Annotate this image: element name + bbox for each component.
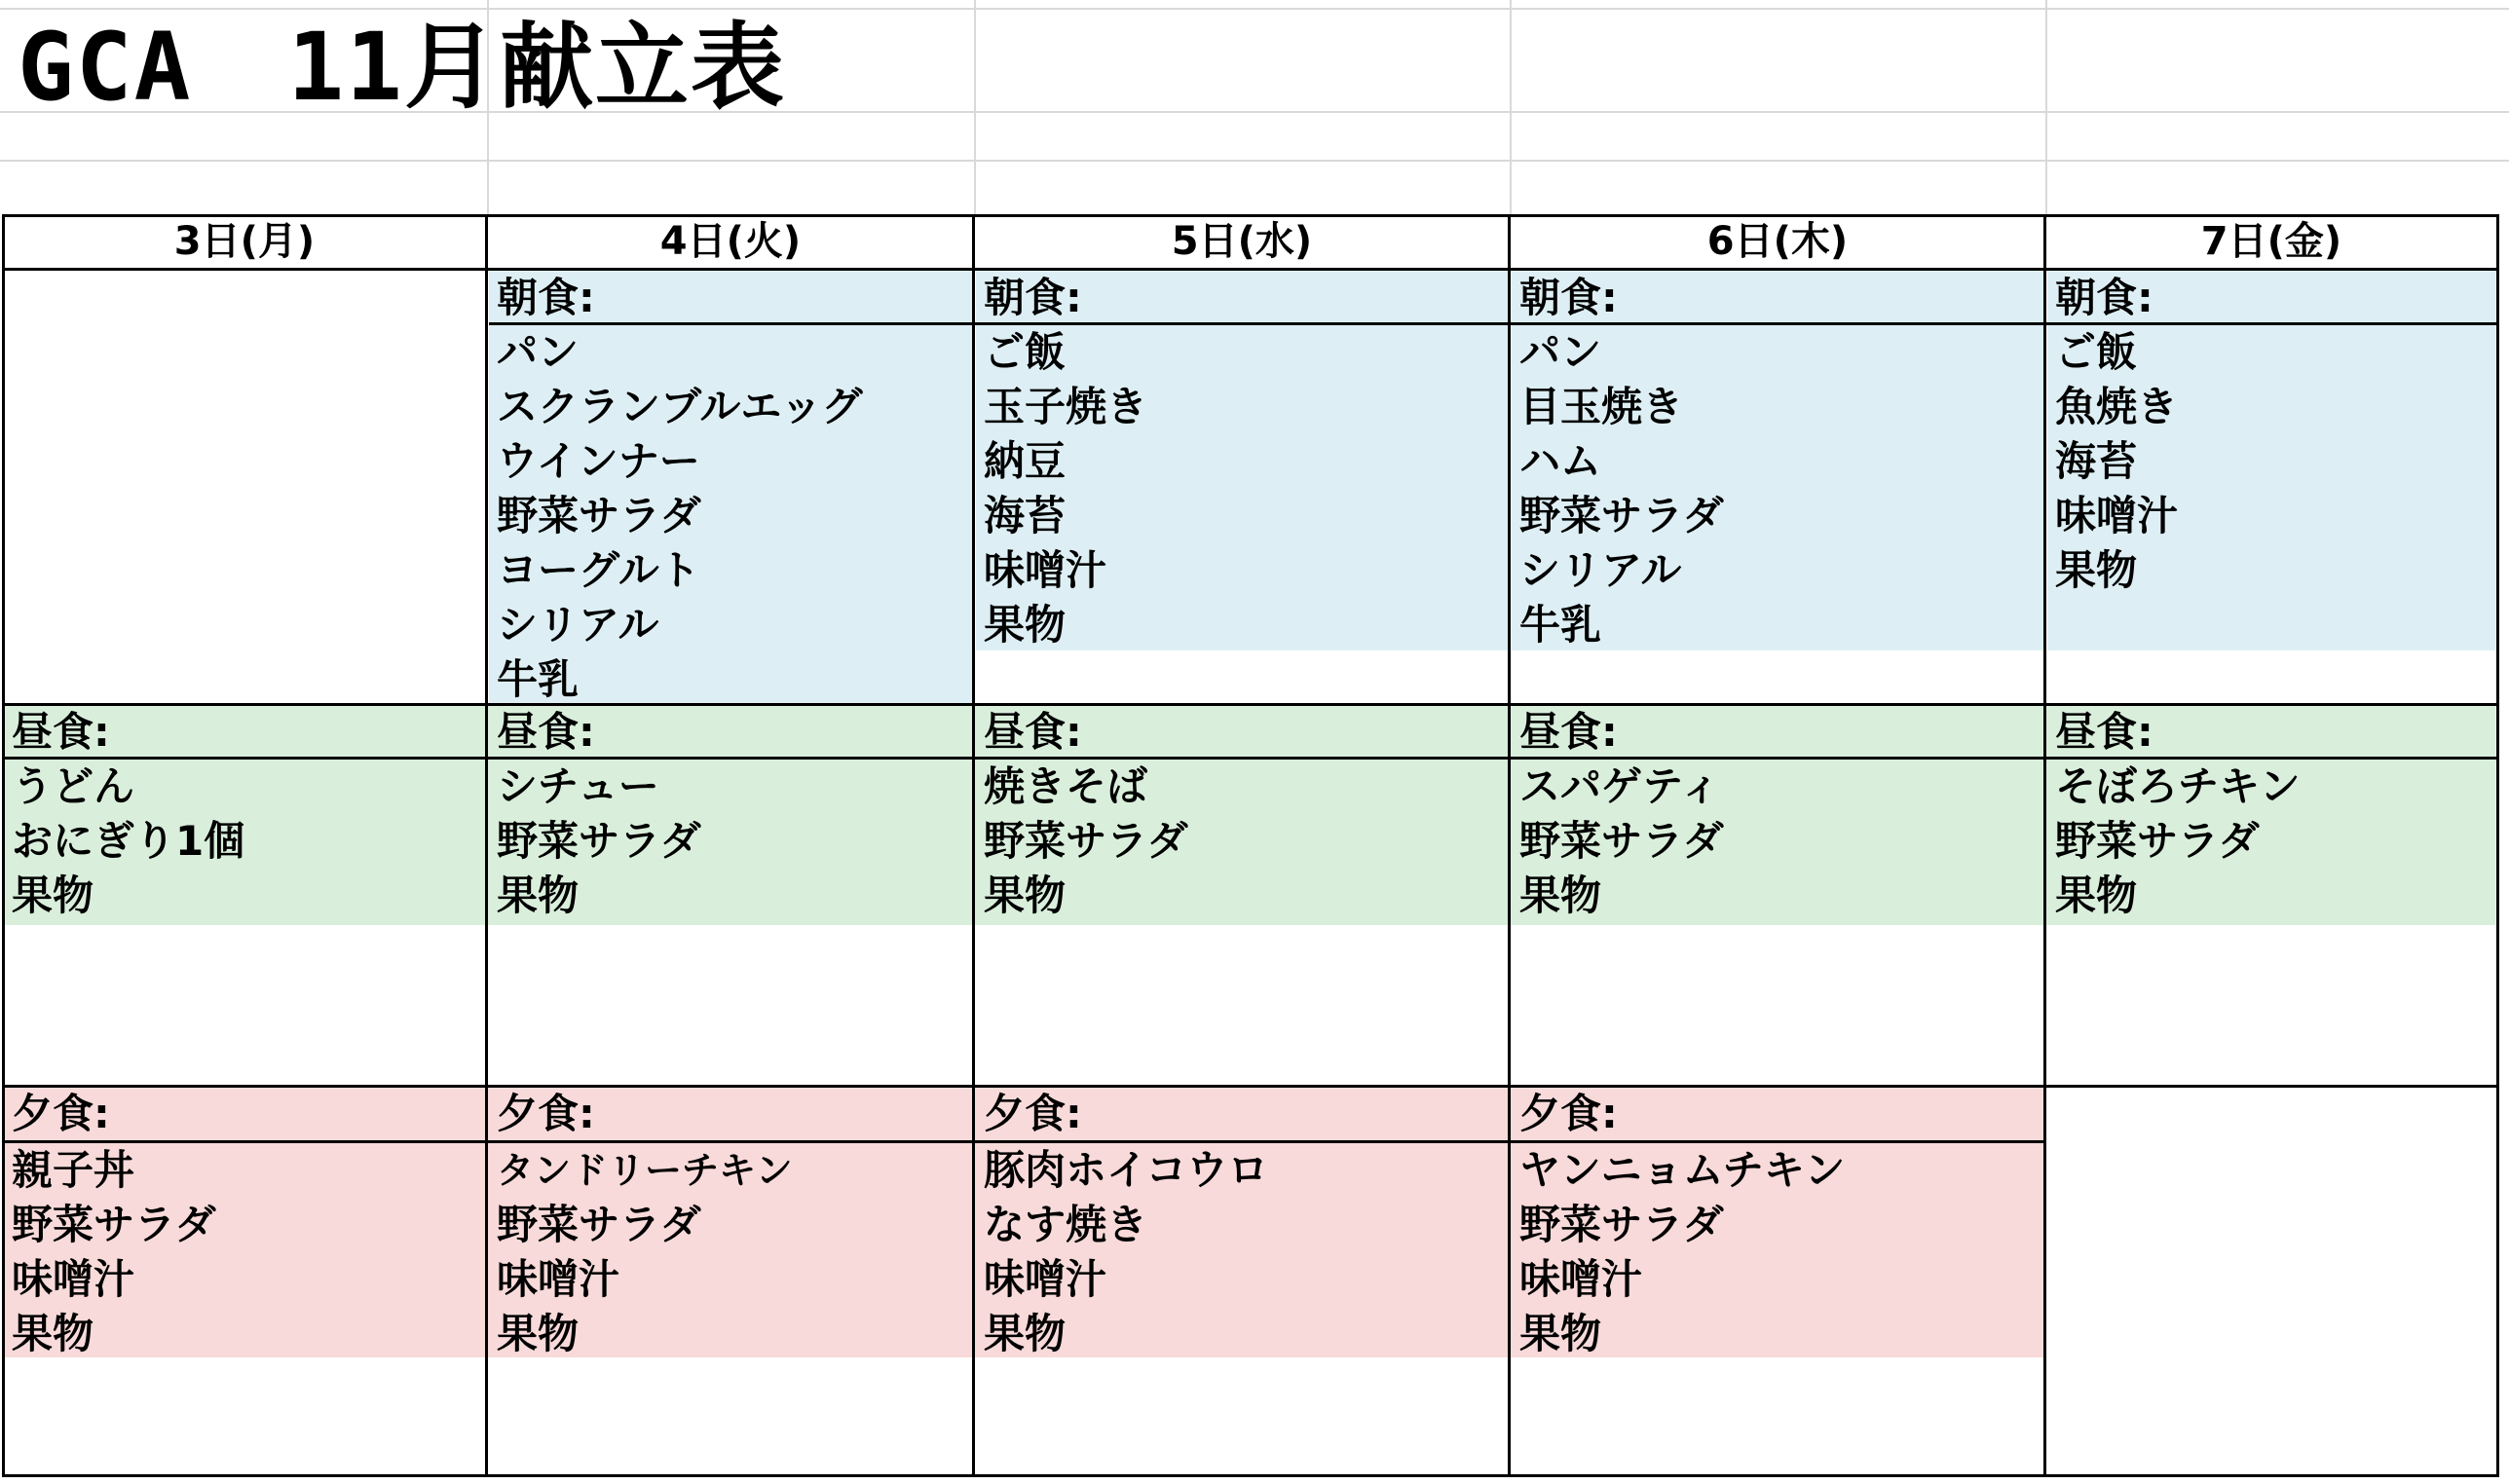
menu-item: 野菜サラダ [984, 817, 1188, 865]
lunch-list-thu [1512, 760, 1724, 923]
menu-item: そぼろチキン [2055, 762, 2301, 810]
menu-item: 海苔 [984, 492, 1067, 539]
menu-item: スクランブルエッグ [497, 383, 863, 430]
breakfast-list-thu [1512, 325, 1724, 652]
dinner-label: 夕食: [1519, 1090, 1618, 1137]
menu-item: ハム [1519, 437, 1602, 485]
dinner-list-thu [1512, 1143, 1845, 1361]
menu-item: 果物 [497, 872, 580, 919]
dinner-list-tue [489, 1143, 793, 1361]
dinner-list-wed [976, 1143, 1268, 1361]
menu-item: 果物 [12, 1310, 94, 1357]
menu-item: シリアル [497, 601, 659, 649]
menu-item: ご飯 [984, 328, 1067, 376]
menu-item: 魚焼き [2055, 383, 2179, 430]
menu-item: シチュー [497, 762, 659, 810]
menu-item: 野菜サラダ [497, 817, 701, 865]
menu-item: 豚肉ホイコウロ [984, 1146, 1269, 1194]
menu-item: ヨーグルト [497, 546, 700, 594]
menu-item: 野菜サラダ [1519, 817, 1724, 865]
day-header-wed: 5日(水) [1171, 219, 1313, 264]
lunch-label: 昼食: [984, 708, 1082, 756]
lunch-label: 昼食: [497, 708, 595, 756]
day-header-thu: 6日(木) [1706, 219, 1849, 264]
menu-item: 野菜サラダ [497, 1201, 701, 1248]
lunch-label: 昼食: [1519, 708, 1618, 756]
menu-item: 野菜サラダ [1519, 1201, 1724, 1248]
gridline [2045, 0, 2047, 216]
menu-item: 果物 [2055, 872, 2138, 919]
breakfast-label: 朝食: [984, 274, 1082, 321]
day-header-tue: 4日(火) [659, 219, 802, 264]
menu-item: パン [497, 328, 580, 376]
menu-item: なす焼き [984, 1201, 1148, 1248]
gridline [1510, 0, 1512, 216]
lunch-list-fri [2047, 760, 2301, 923]
menu-item: うどん [12, 762, 135, 810]
gridline [974, 0, 976, 216]
dinner-label: 夕食: [497, 1090, 595, 1137]
lunch-list-tue [489, 760, 701, 923]
menu-item: 果物 [1519, 1310, 1602, 1357]
menu-item: 焼きそば [984, 762, 1148, 810]
menu-item: 野菜サラダ [12, 1201, 216, 1248]
menu-item: ウインナー [497, 437, 700, 485]
menu-item: 果物 [984, 872, 1067, 919]
lunch-list-mon [4, 760, 244, 923]
menu-item: 野菜サラダ [497, 492, 701, 539]
menu-item: 果物 [2055, 546, 2138, 594]
menu-item: 牛乳 [1519, 601, 1602, 649]
gridline [0, 8, 2509, 10]
menu-item: 親子丼 [12, 1146, 135, 1194]
day-header-fri: 7日(金) [2200, 219, 2342, 264]
lunch-label: 昼食: [2055, 708, 2153, 756]
breakfast-list-wed [976, 325, 1147, 652]
menu-item: ヤンニョムチキン [1519, 1146, 1846, 1194]
dinner-label: 夕食: [12, 1090, 110, 1137]
menu-item: 野菜サラダ [2055, 817, 2260, 865]
gridline [0, 160, 2509, 162]
menu-item: スパゲティ [1519, 762, 1721, 810]
menu-item: 玉子焼き [984, 383, 1148, 430]
breakfast-list-fri [2047, 325, 2178, 598]
menu-item: 牛乳 [497, 655, 580, 703]
lunch-list-wed [976, 760, 1188, 923]
dinner-list-mon [4, 1143, 216, 1361]
menu-item: 果物 [12, 872, 94, 919]
menu-item: 味噌汁 [497, 1255, 620, 1303]
menu-item: 味噌汁 [12, 1255, 135, 1303]
menu-item: 果物 [984, 1310, 1067, 1357]
dinner-label: 夕食: [984, 1090, 1082, 1137]
menu-item: 果物 [1519, 872, 1602, 919]
day-header-mon: 3日(月) [173, 219, 316, 264]
menu-item: タンドリーチキン [497, 1149, 793, 1192]
breakfast-label: 朝食: [1519, 274, 1618, 321]
menu-item: 目玉焼き [1519, 383, 1684, 430]
menu-item: 海苔 [2055, 437, 2138, 485]
menu-item: 味噌汁 [1519, 1255, 1643, 1303]
menu-item: 果物 [984, 601, 1067, 649]
menu-item: 野菜サラダ [1519, 492, 1724, 539]
menu-item: 果物 [497, 1310, 580, 1357]
page-title: GCA 11月献立表 [18, 13, 786, 122]
menu-item: 味噌汁 [2055, 492, 2179, 539]
lunch-label: 昼食: [12, 708, 110, 756]
menu-item: 納豆 [984, 437, 1067, 485]
breakfast-list-tue [489, 325, 862, 707]
menu-item: 味噌汁 [984, 546, 1107, 594]
menu-item: 味噌汁 [984, 1255, 1107, 1303]
menu-item: パン [1519, 328, 1602, 376]
menu-item: おにぎり1個 [12, 817, 245, 865]
breakfast-label: 朝食: [497, 274, 595, 321]
breakfast-label: 朝食: [2055, 274, 2153, 321]
menu-item: シリアル [1519, 546, 1682, 594]
menu-item: ご飯 [2055, 328, 2138, 376]
